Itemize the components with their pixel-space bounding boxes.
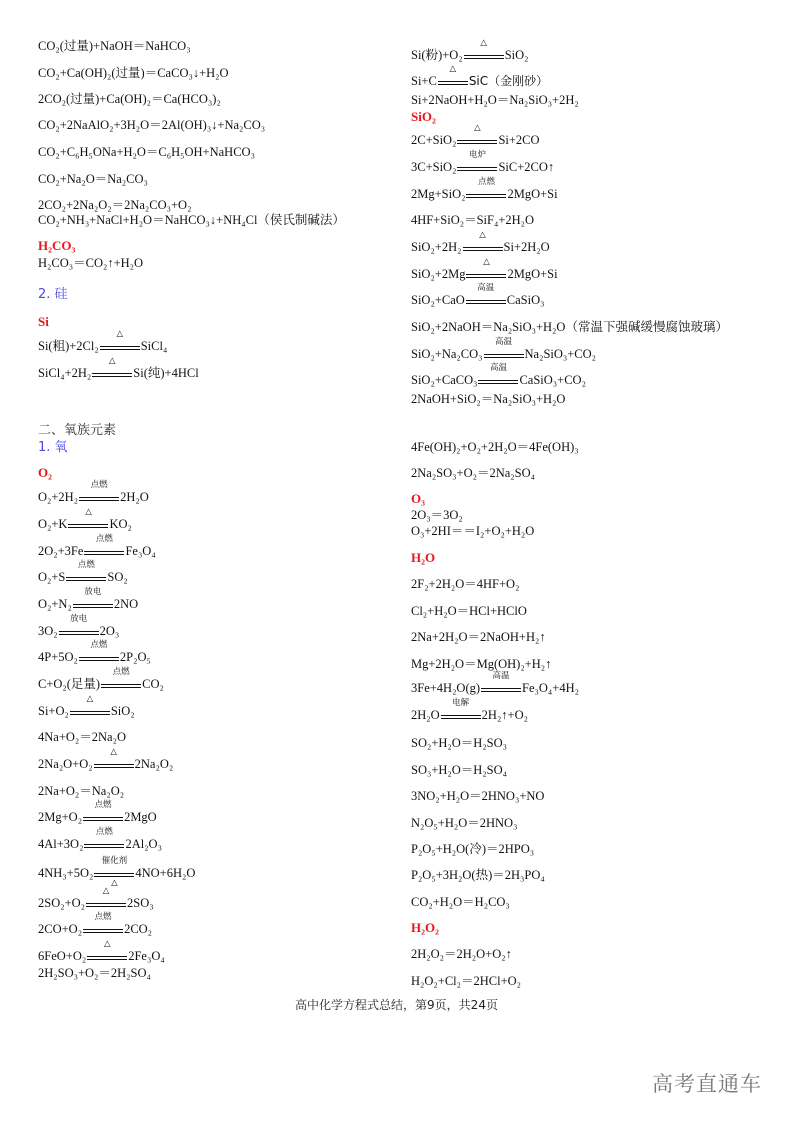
equation-text: H₂CO₃＝CO₂↑+H₂O [38, 256, 144, 270]
equation-line [411, 946, 512, 962]
equation-product: 2MgO [124, 810, 157, 824]
double-bar [101, 684, 141, 688]
equation-line [38, 507, 132, 532]
equation-product: SiC（金刚砂） [468, 74, 549, 88]
double-bar [79, 657, 119, 661]
equation-text: 2Na+O₂＝Na₂O₂ [38, 784, 125, 798]
equation-line [38, 694, 135, 719]
condition-label: 电炉 [468, 150, 486, 160]
reaction-condition [84, 827, 124, 848]
double-bar [86, 903, 126, 907]
equation-line [38, 783, 124, 799]
equation-text: Si+C [411, 74, 437, 88]
equation-text: 6FeO+O₂ [38, 949, 87, 963]
equation-line [38, 827, 162, 852]
equation-text: SO₂+H₂O＝H₂SO₃ [411, 736, 508, 750]
double-bar [438, 81, 468, 85]
reaction-condition [466, 177, 506, 198]
equation-product: 2H₂O [120, 490, 149, 504]
equation-line [38, 171, 148, 187]
equation-text: 二、氧族元素 [38, 423, 117, 438]
double-bar [79, 497, 119, 501]
condition-label: 催化剂 [101, 856, 128, 866]
section-heading [38, 238, 75, 254]
reaction-condition [100, 329, 140, 350]
equation-line [411, 629, 546, 645]
equation-line [411, 92, 579, 108]
reaction-condition [94, 747, 134, 768]
equation-text: N₂O₅+H₂O＝2HNO₃ [411, 816, 518, 830]
equation-text: 2Na₂O+O₂ [38, 757, 93, 771]
equation-line [38, 356, 199, 381]
equation-text: CO₂+H₂O＝H₂CO₃ [411, 895, 510, 909]
equation-text: H₂O₂+Cl₂＝2HCl+O₂ [411, 974, 522, 988]
equation-text: 2H₂O₂＝2H₂O+O₂↑ [411, 947, 512, 961]
equation-line [411, 439, 579, 455]
condition-label: 点燃 [94, 800, 112, 810]
reaction-condition [68, 507, 108, 528]
equation-line [38, 255, 143, 271]
double-bar [481, 688, 521, 692]
equation-product: 2Fe₃O₄ [128, 949, 165, 963]
condition-label: 点燃 [90, 480, 108, 490]
reaction-condition [70, 694, 110, 715]
double-bar [466, 274, 506, 278]
equation-text: O₃+2HI＝＝I₂+O₂+H₂O [411, 524, 535, 538]
equation-line [411, 212, 534, 228]
equation-text: Si+2NaOH+H₂O＝Na₂SiO₃+2H₂ [411, 93, 579, 107]
chapter-heading [38, 423, 116, 439]
equation-product: SiO₂ [110, 704, 135, 718]
reaction-condition [466, 257, 506, 278]
reaction-condition [457, 123, 497, 144]
condition-label: 高温 [477, 283, 495, 293]
equation-product: Fe₃O₄ [125, 544, 156, 558]
equation-line [411, 698, 528, 723]
equation-text: Cl₂+H₂O＝HCl+HClO [411, 604, 527, 618]
equation-text: CO₂+2NaAlO₂+3H₂O＝2Al(OH)₃↓+Na₂CO₃ [38, 118, 266, 132]
condition-label: 高温 [495, 337, 513, 347]
condition-label: 点燃 [94, 912, 112, 922]
equation-text: 3NO₂+H₂O＝2HNO₃+NO [411, 789, 545, 803]
condition-label: 放电 [70, 614, 88, 624]
equation-text: SiO₂+Na₂CO₃ [411, 347, 483, 361]
equation-product: Na₂SiO₃+CO₂ [524, 347, 597, 361]
condition-label: △ [110, 747, 117, 757]
equation-text: Si+O₂ [38, 704, 69, 718]
double-bar [441, 715, 481, 719]
equation-line [411, 603, 527, 619]
equation-line [38, 38, 191, 54]
equation-text: CO₂+NH₃+NaCl+H₂O＝NaHCO₃↓+NH₄Cl（侯氏制碱法） [38, 213, 345, 227]
reaction-condition [441, 698, 481, 719]
equation-line [38, 91, 221, 107]
reaction-condition [79, 640, 119, 661]
equation-line [411, 867, 545, 883]
equation-line [411, 38, 529, 63]
equation-product: CO₂ [142, 677, 164, 691]
condition-label: 点燃 [90, 640, 108, 650]
equation-product: 4NO+6H₂O [135, 866, 196, 880]
equation-text: 2CO₂(过量)+Ca(OH)₂＝Ca(HCO₃)₂ [38, 92, 221, 106]
double-bar [457, 140, 497, 144]
equation-line [38, 614, 120, 639]
equation-text: Si [38, 314, 49, 329]
double-bar [66, 577, 106, 581]
equation-product: 2NO [113, 597, 139, 611]
reaction-condition [59, 614, 99, 635]
equation-text: 2SO₂+O₂ [38, 896, 86, 910]
equation-text: SiO₂+2Mg [411, 267, 466, 281]
double-bar [84, 844, 124, 848]
equation-text: Mg+2H₂O＝Mg(OH)₂+H₂↑ [411, 657, 552, 671]
condition-label: △ [103, 939, 111, 949]
equation-text: O₃ [411, 491, 426, 506]
double-bar [94, 764, 134, 768]
reaction-condition [86, 886, 126, 907]
equation-text: CO₂(过量)+NaOH＝NaHCO₃ [38, 39, 191, 53]
equation-line [38, 144, 255, 160]
equation-line [38, 587, 139, 612]
equation-product: 2MgO+Si [507, 267, 558, 281]
equation-text: SiO₂ [411, 109, 436, 124]
equation-line [411, 391, 565, 407]
equation-line [38, 729, 126, 745]
reaction-condition [438, 64, 468, 85]
reaction-condition [79, 480, 119, 501]
section-heading [38, 465, 52, 481]
equation-text: Si(粗)+2Cl₂ [38, 339, 99, 353]
reaction-condition [481, 671, 521, 692]
equation-line [38, 856, 196, 888]
reaction-condition [464, 38, 504, 59]
double-bar [94, 873, 134, 877]
equation-product: 2H₂↑+O₂ [481, 708, 528, 722]
condition-label: △ [86, 694, 94, 704]
equation-text: 2F₂+2H₂O＝4HF+O₂ [411, 577, 520, 591]
equation-line [411, 123, 540, 148]
equation-text: SO₃+H₂O＝H₂SO₄ [411, 763, 508, 777]
condition-label: △ [479, 230, 486, 240]
section-heading [411, 109, 436, 125]
condition-label: △ [483, 257, 490, 267]
equation-line [411, 894, 510, 910]
reaction-condition [466, 283, 506, 304]
equation-product: 2Al₂O₃ [125, 837, 162, 851]
equation-line [38, 667, 164, 692]
condition-label: △ [480, 38, 487, 48]
condition-label: △ [109, 356, 116, 366]
equation-text: SiO₂+CaO [411, 293, 465, 307]
condition-label: 点燃 [112, 667, 130, 677]
equation-line [38, 65, 229, 81]
equation-line [38, 329, 168, 354]
equation-line [411, 363, 586, 388]
equation-text: 2Na+2H₂O＝2NaOH+H₂↑ [411, 630, 546, 644]
condition-label: △ [116, 329, 123, 339]
equation-line [38, 912, 153, 937]
equation-text: O₂+S [38, 570, 66, 584]
condition-label: 高温 [489, 363, 507, 373]
equation-text: 4Al+3O₂ [38, 837, 84, 851]
reaction-condition [478, 363, 518, 384]
equation-text: Si(粉)+O₂ [411, 48, 463, 62]
equation-line [38, 197, 191, 213]
equation-text: 2O₂+3Fe [38, 544, 84, 558]
condition-label-bottom: △ [111, 878, 118, 888]
equation-line [38, 640, 151, 665]
equation-text: O₂+2H₂ [38, 490, 79, 504]
equation-line [411, 507, 463, 523]
equation-line [411, 283, 545, 308]
double-bar [92, 373, 132, 377]
double-bar [68, 524, 108, 528]
condition-label: 放电 [84, 587, 102, 597]
equation-product: CaSiO₃ [506, 293, 545, 307]
equation-line [38, 939, 165, 964]
condition-label: 电解 [452, 698, 470, 708]
double-bar [463, 247, 503, 251]
equation-text: SiCl₄+2H₂ [38, 366, 92, 380]
equation-line [411, 319, 728, 335]
double-bar [59, 631, 99, 635]
double-bar [464, 55, 504, 59]
equation-text: 2Mg+O₂ [38, 810, 83, 824]
equation-text: SiO₂+2NaOH＝Na₂SiO₃+H₂O（常温下强碱缓慢腐蚀玻璃） [411, 320, 728, 334]
page-footer: 高中化学方程式总结，第9页，共24页 [295, 998, 498, 1012]
equation-product: 2SO₃ [127, 896, 154, 910]
double-bar [83, 929, 123, 933]
equation-line [38, 747, 174, 772]
condition-label: 点燃 [95, 534, 113, 544]
equation-text: 2H₂O [411, 708, 440, 722]
reaction-condition [66, 560, 106, 581]
equation-line [411, 257, 558, 282]
equation-product: 2Na₂O₂ [134, 757, 174, 771]
equation-product: 2MgO+Si [507, 187, 558, 201]
equation-text: 2C+SiO₂ [411, 133, 457, 147]
equation-line [411, 523, 534, 539]
equation-text: P₂O₅+3H₂O(热)＝2H₃PO₄ [411, 868, 545, 882]
equation-text: 4Na+O₂＝2Na₂O [38, 730, 126, 744]
condition-label: 点燃 [95, 827, 113, 837]
condition-label: 点燃 [77, 560, 95, 570]
equation-text: SiO₂+2H₂ [411, 240, 462, 254]
equation-text: CO₂+C₆H₅ONa+H₂O＝C₆H₅OH+NaHCO₃ [38, 145, 255, 159]
equation-text: P₂O₅+H₂O(冷)＝2HPO₃ [411, 842, 535, 856]
equation-product: SiC+2CO↑ [498, 160, 555, 174]
equation-product: KO₂ [109, 517, 132, 531]
equation-text: H₂O [411, 550, 436, 565]
reaction-condition [94, 856, 134, 888]
double-bar [73, 604, 113, 608]
equation-line [38, 212, 345, 228]
equation-text: 1. 氧 [38, 440, 68, 455]
equation-line [411, 150, 555, 175]
equation-line [411, 64, 549, 89]
equation-text: CO₂+Na₂O＝Na₂CO₃ [38, 172, 148, 186]
equation-product: SiCl₄ [140, 339, 168, 353]
equation-line [411, 656, 551, 672]
equation-text: 2O₃＝3O₂ [411, 508, 463, 522]
condition-label: △ [102, 886, 110, 896]
condition-label: △ [85, 507, 92, 517]
equation-line [411, 465, 535, 481]
equation-line [411, 230, 550, 255]
section-heading [411, 491, 425, 507]
equation-text: 2Na₂SO₃+O₂＝2Na₂SO₄ [411, 466, 535, 480]
equation-text: O₂+N₂ [38, 597, 72, 611]
watermark: 高考直通车 [652, 1072, 762, 1096]
equation-product: Si+2H₂O [503, 240, 550, 254]
equation-line [411, 576, 519, 592]
equation-text: H₂O₂ [411, 920, 440, 935]
equation-text: 3Fe+4H₂O(g) [411, 681, 481, 695]
double-bar [457, 167, 497, 171]
double-bar [466, 194, 506, 198]
equation-line [38, 117, 265, 133]
equation-text: 4P+5O₂ [38, 650, 78, 664]
equation-line [38, 886, 154, 911]
reaction-condition [83, 912, 123, 933]
equation-text: SiO₂+CaCO₃ [411, 373, 478, 387]
subsection-heading [38, 440, 68, 456]
equation-text: 2CO₂+2Na₂O₂＝2Na₂CO₃+O₂ [38, 198, 192, 212]
double-bar [87, 956, 127, 960]
equation-line [411, 815, 517, 831]
double-bar [83, 817, 123, 821]
equation-line [411, 973, 521, 989]
reaction-condition [73, 587, 113, 608]
equation-text: 2CO+O₂ [38, 922, 83, 936]
equation-line [38, 534, 156, 559]
equation-product: SO₂ [107, 570, 128, 584]
condition-label: △ [474, 123, 481, 133]
equation-line [411, 337, 597, 362]
condition-label: 点燃 [477, 177, 495, 187]
double-bar [70, 711, 110, 715]
equation-line [411, 841, 534, 857]
equation-text: H₂CO₃ [38, 238, 76, 253]
equation-text: 2Mg+SiO₂ [411, 187, 466, 201]
equation-text: 3C+SiO₂ [411, 160, 457, 174]
equation-product: Si+2CO [498, 133, 540, 147]
reaction-condition [457, 150, 497, 171]
double-bar [484, 354, 524, 358]
equation-line [38, 800, 157, 825]
equation-product: 2CO₂ [124, 922, 153, 936]
equation-text: 3O₂ [38, 624, 58, 638]
equation-product: CaSiO₃+CO₂ [519, 373, 586, 387]
equation-product: SiO₂ [504, 48, 529, 62]
equation-product: Fe₃O₄+4H₂ [522, 681, 579, 695]
reaction-condition [87, 939, 127, 960]
equation-line [411, 671, 579, 696]
equation-text: 4Fe(OH)₂+O₂+2H₂O＝4Fe(OH)₃ [411, 440, 579, 454]
equation-text: 4NH₃+5O₂ [38, 866, 94, 880]
equation-line [411, 762, 507, 778]
equation-text: 2NaOH+SiO₂＝Na₂SiO₃+H₂O [411, 392, 566, 406]
section-heading [411, 920, 439, 936]
reaction-condition [92, 356, 132, 377]
equation-line [411, 735, 507, 751]
equation-line [411, 177, 558, 202]
equation-line [38, 965, 151, 981]
section-heading [38, 314, 49, 330]
equation-text: 2H₂SO₃+O₂＝2H₂SO₄ [38, 966, 151, 980]
equation-product: 2O₃ [99, 624, 120, 638]
condition-label: 高温 [492, 671, 510, 681]
reaction-condition [83, 800, 123, 821]
equation-text: O₂+K [38, 517, 68, 531]
double-bar [100, 346, 140, 350]
equation-text: CO₂+Ca(OH)₂(过量)＝CaCO₃↓+H₂O [38, 66, 229, 80]
equation-line [38, 560, 128, 585]
condition-label: △ [449, 64, 457, 74]
reaction-condition [463, 230, 503, 251]
equation-line [411, 788, 544, 804]
reaction-condition [101, 667, 141, 688]
equation-product: Si(纯)+4HCl [133, 366, 199, 380]
subsection-heading [38, 287, 68, 303]
double-bar [466, 300, 506, 304]
reaction-condition [84, 534, 124, 555]
double-bar [478, 380, 518, 384]
equation-text: O₂ [38, 465, 53, 480]
equation-text: C+O₂(足量) [38, 677, 101, 691]
equation-product: 2P₂O₅ [119, 650, 151, 664]
reaction-condition [484, 337, 524, 358]
equation-text: 2. 硅 [38, 287, 68, 302]
equation-line [38, 480, 149, 505]
double-bar [84, 551, 124, 555]
section-heading [411, 550, 435, 566]
equation-text: 4HF+SiO₂＝SiF₄+2H₂O [411, 213, 535, 227]
